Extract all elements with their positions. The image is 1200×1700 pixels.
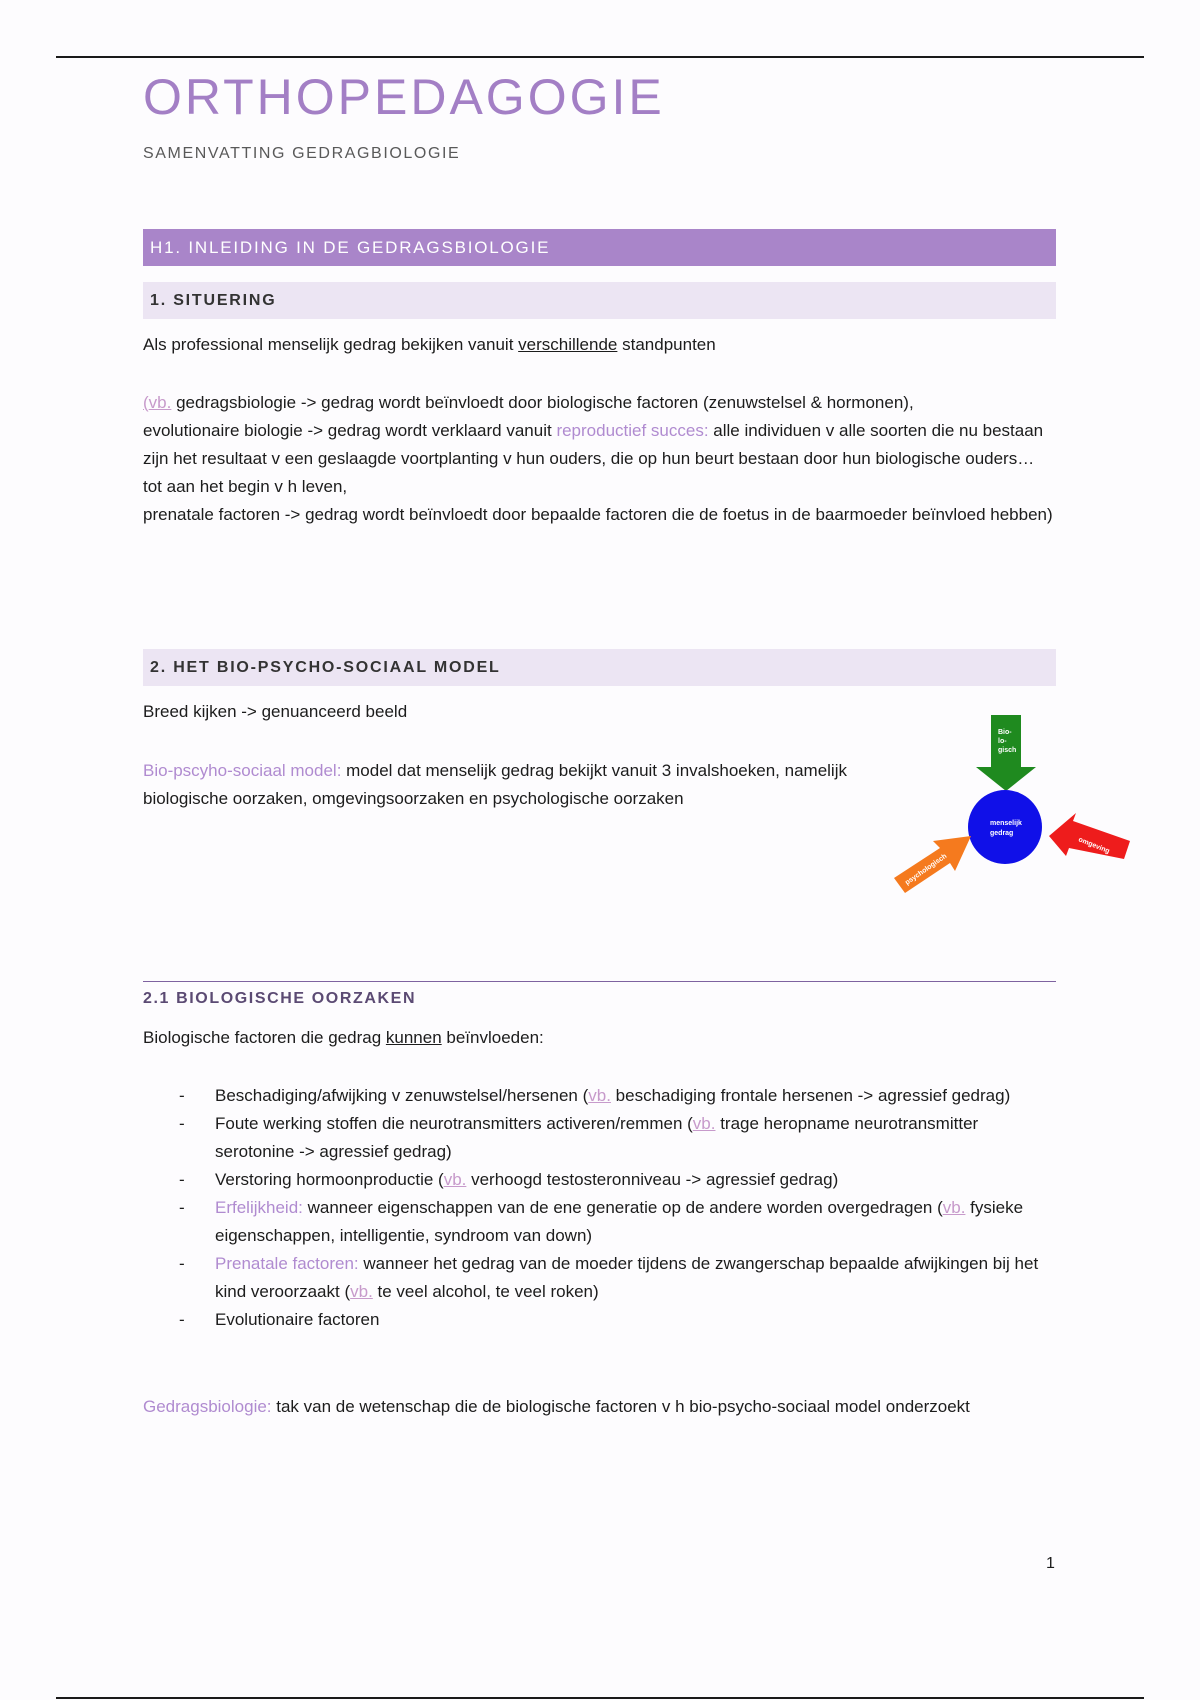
example-line: evolutionaire biologie -> gedrag wordt verklaard vanuit — [143, 421, 557, 440]
page-number: 1 — [1046, 1555, 1055, 1572]
text-segment: standpunten — [617, 335, 716, 354]
vb-abbreviation: vb. — [692, 1114, 716, 1133]
vb-abbreviation: vb. — [350, 1282, 373, 1301]
underlined-word: verschillende — [518, 335, 618, 354]
term-reproductief-succes: reproductief succes: — [556, 421, 709, 440]
term-erfelijkheid: Erfelijkheid: — [215, 1198, 303, 1217]
biologisch-arrow — [976, 715, 1036, 791]
underlined-word: kunnen — [385, 1028, 442, 1047]
definition-text: tak van de wetenschap die de biologische factoren v h bio-psycho-sociaal model onderzoekt — [271, 1397, 970, 1416]
omgeving-label: omgeving — [1077, 836, 1111, 856]
vb-abbreviation: vb. — [443, 1170, 467, 1189]
term-bio-psycho-sociaal: Bio-pscyho-sociaal model: — [143, 761, 342, 780]
chapter-heading: H1. INLEIDING IN DE GEDRAGSBIOLOGIE — [143, 229, 1056, 266]
paragraph-factoren-intro — [143, 1024, 1056, 1052]
list-item: - Evolutionaire factoren — [143, 1306, 1056, 1334]
list-item: - Beschadiging/afwijking v zenuwstelsel/hersenen (vb. beschadiging frontale hersenen -> agressief gedrag) — [143, 1082, 1056, 1110]
example-line: alle individuen v alle soorten die nu bestaan zijn het resultaat v een geslaagde voortplanting v hun ouders, die op hun beurt bestaan door hun biologische ouders… tot aan het begin v h leven, — [143, 421, 1044, 496]
psychologisch-label: psychologisch — [904, 852, 949, 887]
term-gedragsbiologie: Gedragsbiologie: — [143, 1397, 272, 1416]
top-rule — [56, 56, 1144, 58]
paragraph-intro — [143, 331, 1056, 359]
svg-text:menselijkgedrag: menselijk gedrag — [990, 820, 1022, 837]
paragraph-breed-kijken: Breed kijken -> genuanceerd beeld — [143, 702, 408, 721]
paragraph-examples — [143, 389, 1056, 529]
paragraph-gedragsbiologie-definition — [143, 1393, 1056, 1421]
document-subtitle: SAMENVATTING GEDRAGBIOLOGIE — [143, 145, 461, 162]
text-segment: Als professional menselijk gedrag bekijken vanuit — [143, 335, 519, 354]
list-item: - Foute werking stoffen die neurotransmitters activeren/remmen (vb. trage heropname neurotransmitter serotonine -> agressief gedrag) — [143, 1110, 1056, 1166]
vb-abbreviation: vb. — [942, 1198, 966, 1217]
list-item: - Erfelijkheid: wanneer eigenschappen van de ene generatie op de andere worden overgedragen (vb. fysieke eigenschappen, intelligentie, syndroom van down) — [143, 1194, 1056, 1250]
bio-psycho-social-diagram — [888, 715, 1132, 895]
term-prenatale-factoren: Prenatale factoren: — [215, 1254, 359, 1273]
section-heading-bio-psycho-sociaal: 2. HET BIO-PSYCHO-SOCIAAL MODEL — [143, 649, 1056, 686]
example-line: gedragsbiologie -> gedrag wordt beïnvloedt door biologische factoren (zenuwstelsel & hormonen), — [171, 393, 914, 412]
text-segment: beïnvloeden: — [441, 1028, 544, 1047]
section-heading-situering: 1. SITUERING — [143, 282, 1056, 319]
text-segment: Biologische factoren die gedrag — [143, 1028, 386, 1047]
biologisch-label: Bio-lo-gisch — [998, 729, 1017, 754]
menselijk-gedrag-node — [968, 790, 1042, 864]
factor-list — [143, 1082, 1056, 1334]
subsection-heading-biologische-oorzaken: 2.1 BIOLOGISCHE OORZAKEN — [143, 981, 1056, 1008]
psychologisch-arrow — [894, 836, 971, 893]
omgeving-arrow — [1049, 813, 1130, 859]
open-paren: ( — [143, 393, 149, 412]
list-item: - Verstoring hormoonproductie (vb. verhoogd testosteronniveau -> agressief gedrag) — [143, 1166, 1056, 1194]
vb-abbreviation: vb. — [588, 1086, 611, 1105]
example-line: prenatale factoren -> gedrag wordt beïnvloedt door bepaalde factoren die de foetus in de baarmoeder beïnvloed hebben) — [143, 505, 1053, 524]
document-title: ORTHOPEDAGOGIE — [143, 69, 665, 125]
bottom-rule — [56, 1697, 1144, 1699]
definition-text: model dat menselijk gedrag bekijkt vanuit 3 invalshoeken, namelijk biologische oorzaken, omgevingsoorzaken en psychologische oorzaken — [143, 761, 847, 808]
vb-abbreviation: vb. — [148, 393, 172, 412]
list-item: - Prenatale factoren: wanneer het gedrag van de moeder tijdens de zwangerschap bepaalde afwijkingen bij het kind veroorzaakt (vb. te veel alcohol, te veel roken) — [143, 1250, 1056, 1306]
paragraph-model-definition — [143, 757, 863, 813]
